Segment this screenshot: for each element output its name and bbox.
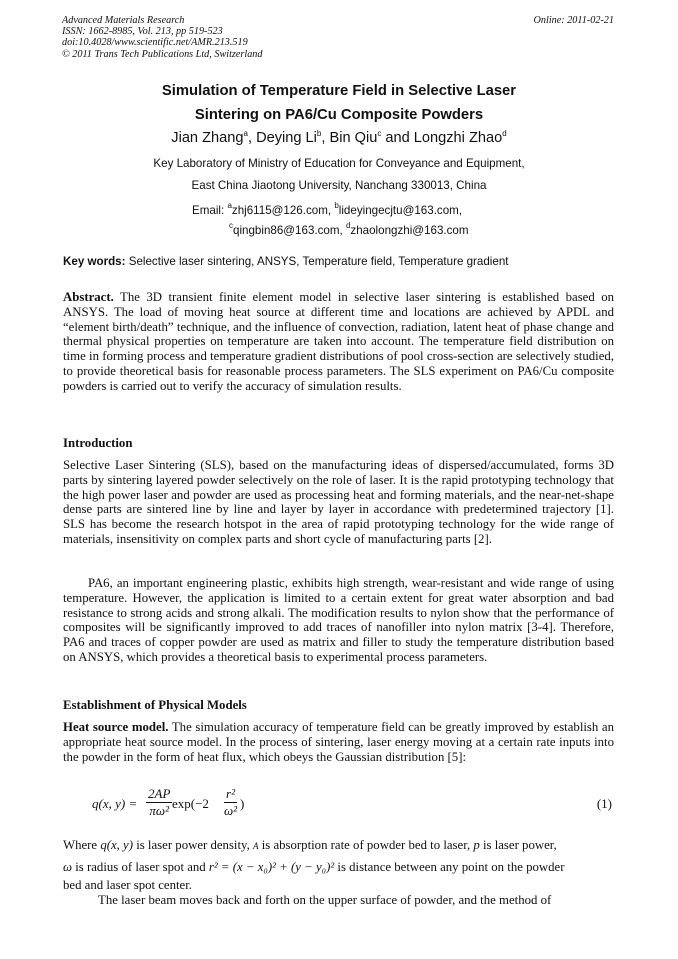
author-name: Jian Zhang [171, 130, 244, 146]
copyright-line: © 2011 Trans Tech Publications Ltd, Switzerland [62, 48, 263, 60]
symbol-q: q(x, y) [100, 838, 133, 852]
equation-lhs: q(x, y) = [92, 796, 138, 811]
equation-fraction-1 [146, 786, 172, 819]
models-heading: Establishment of Physical Models [63, 698, 247, 712]
abstract-label: Abstract. [63, 290, 114, 304]
fraction-numerator: 2AP [148, 786, 171, 801]
symbol-omega: ω [63, 860, 73, 874]
abstract [63, 290, 614, 394]
final-line: The laser beam moves back and forth on the upper surface of powder, and the method of [98, 893, 552, 907]
issn-line: ISSN: 1662-8985, Vol. 213, pp 519-523 [62, 26, 223, 38]
email-address: lideyingecjtu@163.com, [338, 204, 463, 217]
heat-source-paragraph [63, 720, 614, 764]
email-sup: c [229, 221, 233, 230]
text-span: is distance between any point on the powder [334, 860, 565, 874]
affiliation-line-2: East China Jiaotong University, Nanchang 330013, China [191, 179, 487, 192]
symbol-r-expression: r² = (x − x₀)² + (y − y₀)² [208, 860, 335, 874]
author-name: Longzhi Zhao [413, 130, 503, 146]
fraction-denominator: πω² [149, 803, 169, 818]
equation-1 [92, 786, 612, 826]
email-line-2 [229, 221, 469, 237]
text-span: Where [63, 838, 101, 852]
email-sup: d [345, 221, 351, 230]
where-line-1 [63, 838, 614, 853]
keywords [63, 255, 509, 268]
journal-header [62, 15, 262, 60]
text-span: is laser power density, [133, 838, 254, 852]
where-line-3: bed and laser spot center. [63, 878, 192, 892]
affiliation-line-1: Key Laboratory of Ministry of Education for Conveyance and Equipment, [153, 157, 525, 170]
author-list [0, 129, 678, 146]
heat-source-text: The simulation accuracy of temperature field can be greatly improved by establish an appropriate heat source model. In the process of sintering, laser energy moving at a certain rate inputs into the powder in the form of heat flux, which obeys the Gaussian distribution [5]: [63, 720, 615, 764]
keywords-label: Key words: [63, 255, 126, 268]
email-line-1 [192, 201, 462, 217]
equation-number: (1) [596, 796, 612, 811]
author-sup: c [377, 129, 382, 138]
journal-name: Advanced Materials Research [62, 15, 185, 26]
equation-fraction-2 [224, 786, 237, 819]
email-label: Email: [192, 204, 228, 217]
keywords-text: Selective laser sintering, ANSYS, Temperature field, Temperature gradient [125, 255, 509, 268]
heat-source-label: Heat source model. [63, 720, 169, 734]
author-name: Deying Li [256, 130, 317, 146]
text-span: is absorption rate of powder bed to laser, [258, 838, 474, 852]
author-sup: d [502, 129, 507, 138]
author-sup: b [316, 129, 322, 138]
introduction-paragraph-2: PA6, an important engineering plastic, exhibits high strength, wear-resistant and wide range of using temperature. However, the application is limited to a certain extent for great water absorption and bad resistance to strong acids and strong alkali. The modification results to nylon show that the performance of composites will be significantly improved to add traces of nanofiller into nylon matrix [3-4]. Therefore, PA6 and traces of copper powder are used as matrix and filler to study the temperature distribution based on ANSYS, which provides a theoretical basis to experimental process parameters. [63, 576, 614, 664]
title-line-2: Sintering on PA6/Cu Composite Powders [194, 107, 484, 123]
introduction-heading: Introduction [63, 436, 133, 450]
author-sup: a [243, 129, 248, 138]
author-sep: , [321, 130, 330, 146]
symbol-a: A [253, 841, 259, 851]
online-date: Online: 2011-02-21 [533, 15, 614, 26]
fraction-numerator: r² [224, 786, 237, 803]
email-address: zhj6115@126.com, [231, 204, 335, 217]
fraction-denominator: ω² [224, 803, 238, 818]
author-sep: , [247, 130, 257, 146]
email-sup: b [334, 201, 339, 210]
author-name: Bin Qiu [329, 130, 378, 146]
symbol-p: p [473, 838, 480, 852]
email-sup: a [227, 201, 232, 210]
abstract-text: The 3D transient finite element model in selective laser sintering is established based on ANSYS. The load of moving heat source at different time and locations are achieved by APDL and “element birth/death” technique, and the influence of convection, radiation, latent heat of phase change and thermal physical properties on temperature are taken into account. The temperature field distribution on time in forming process and temperature gradient distributions of pool cross-section are selectively studied, to provide theoretical basis for reasonable process parameters. The SLS experiment on PA6/Cu composite powders is carried out to verify the accuracy of simulation results. [63, 290, 614, 393]
title-line-1: Simulation of Temperature Field in Selective Laser [161, 83, 517, 99]
email-address: qingbin86@163.com, [233, 224, 346, 237]
equation-exp: exp(−2 [172, 796, 209, 811]
where-line-2 [63, 860, 614, 875]
email-address: zhaolongzhi@163.com [350, 224, 469, 237]
equation-close-paren: ) [240, 796, 245, 811]
introduction-paragraph-1: Selective Laser Sintering (SLS), based on the manufacturing ideas of dispersed/accumulated, forms 3D parts by sintering layered powder selectively on the role of laser. It is the rapid prototyping technology that the high power laser and powder are used as processing heat and forming materials, and the near-net-shape dense parts are sintered line by line and layer by layer in accordance with predetermined trajectory [1]. SLS has become the research hotspot in the area of rapid prototyping technology for the wide range of materials, insensitivity on complex parts and short cycle of manufacturing parts [2]. [63, 458, 614, 546]
doi-line: doi:10.4028/www.scientific.net/AMR.213.519 [62, 37, 248, 49]
text-span: is laser power, [479, 838, 557, 852]
author-and: and [381, 130, 414, 146]
text-span: is radius of laser spot and [72, 860, 209, 874]
